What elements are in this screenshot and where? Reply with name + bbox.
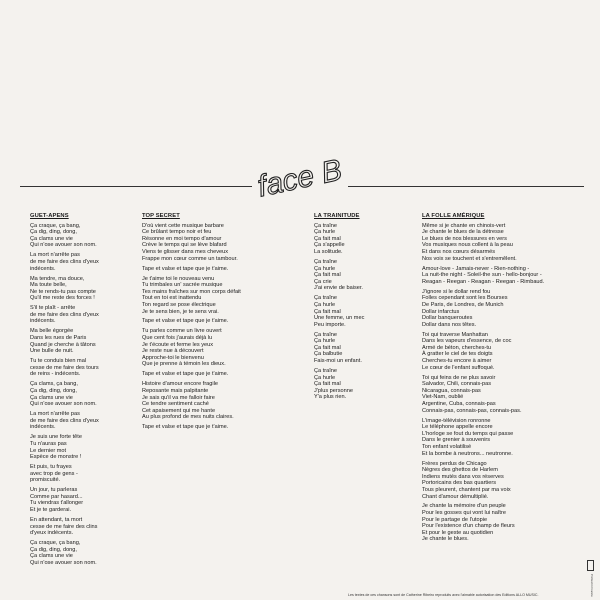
lyric-stanza: [422, 503, 572, 543]
lyric-line: Ça fait mal: [314, 272, 341, 279]
lyric-line: Cherches-tu encore à aimer: [422, 358, 492, 365]
lyric-line: Une bulle de nuit.: [30, 348, 74, 355]
lyric-line: Ça dig, ding, dong,: [30, 388, 77, 394]
header-rule-left: [20, 186, 252, 187]
lyric-line: Tes mains fraîches sur mon corps défait: [142, 288, 241, 295]
lyric-line: Ça clams une vie: [30, 553, 73, 560]
lyric-line: Je te sens bien, je te sens vrai.: [142, 308, 219, 315]
lyric-line: indécents.: [30, 424, 56, 431]
lyric-stanza: [30, 464, 130, 484]
lyric-line: Je suis une forte tête: [30, 434, 82, 441]
lyric-line: Un jour, tu parleras: [30, 487, 78, 494]
lyric-line: Dollar infarctus: [422, 308, 460, 315]
lyric-line: Dollar dans nos têtes.: [422, 321, 477, 328]
lyric-line: Quand je cherche à tâtons: [30, 341, 96, 348]
lyric-line: L'image-télévision ronronne: [422, 417, 491, 424]
lyric-line: Ça traîne: [314, 222, 338, 229]
lyric-stanza: [422, 375, 572, 415]
lyric-stanza: [142, 276, 292, 316]
lyric-stanza: [422, 332, 572, 372]
lyric-line: Je reste nue à découvert: [142, 348, 204, 355]
lyric-line: Ce tendre sentiment caché: [142, 401, 209, 408]
lyric-line: Et puis, tu frayes: [30, 464, 72, 471]
lyric-line: Ça dig, ding, dong,: [30, 546, 77, 553]
lyric-stanza: [30, 540, 130, 566]
lyric-line: Ça hurle: [314, 229, 336, 236]
lyric-stanza: [30, 328, 130, 354]
lyric-line: Tout en toi est inattendu: [142, 295, 202, 302]
lyric-line: Je chante la mémoire d'un peuple: [422, 503, 506, 510]
lyric-line: Je chante le blues de la détresse: [422, 229, 504, 236]
lyric-line: Ça traîne: [314, 331, 338, 338]
lyric-line: Ça hurle: [314, 265, 336, 272]
lyric-line: Ne te rends-tu pas compte: [30, 288, 96, 295]
lyric-line: La mort n'arrête pas: [30, 252, 80, 259]
lyric-stanza: [422, 418, 572, 458]
lyric-line: Ça hurle: [314, 338, 336, 345]
lyric-line: La mort n'arrête pas: [30, 411, 80, 418]
lyric-stanza: [142, 266, 292, 273]
lyric-line: Ça fait mal: [314, 308, 341, 315]
lyric-line: Ce brûlant tempo noir et feu: [142, 229, 212, 236]
lyric-stanza: [314, 295, 414, 328]
song-column-guet-apens: [30, 213, 130, 570]
lyric-line: L'horloge se fout du temps qui passe: [422, 430, 514, 437]
lyric-line: indécents.: [30, 265, 56, 272]
lyric-line: Ma tendre, ma douce,: [30, 275, 85, 282]
lyric-stanza: [142, 381, 292, 421]
lyric-line: Ma toute belle,: [30, 282, 67, 289]
lyric-line: Le dernier mot: [30, 447, 67, 454]
lyric-stanza: [30, 487, 130, 513]
lyric-line: Ça traîne: [314, 368, 338, 375]
lyric-line: de reins - indécents.: [30, 371, 81, 378]
lyric-line: À gratter le ciel de tes doigts: [422, 351, 493, 358]
lyric-line: Ça hurle: [314, 374, 336, 381]
lyric-stanza: [30, 358, 130, 378]
lyric-line: Le téléphone appelle encore: [422, 424, 493, 431]
lyric-line: Amour-love - Jamais-never - Rien-nothing -: [422, 265, 530, 272]
lyric-line: Approche-toi le bienvenu: [142, 354, 204, 361]
lyric-line: Toi qui feins de ne plus savoir: [422, 374, 496, 381]
lyric-stanza: [314, 259, 414, 292]
lyric-line: avec trop de gens -: [30, 470, 78, 477]
lyric-line: Que je prenne à témoin les dieux.: [142, 361, 226, 368]
face-b-title: [250, 152, 350, 202]
lyric-line: de me faire des clins d'yeux: [30, 311, 99, 318]
lyric-line: Ça fait mal: [314, 235, 341, 242]
lyric-stanza: [30, 252, 130, 272]
lyric-line: Frères perdus de Chicago: [422, 460, 487, 467]
lyric-stanza: [314, 223, 414, 256]
lyric-stanza: [422, 223, 572, 263]
lyric-line: Et pour le geste au quotidien: [422, 529, 494, 536]
lyric-line: Crève le temps qui se lève blafard: [142, 242, 227, 249]
lyric-line: Ça clams, ça bang,: [30, 381, 78, 388]
lyric-line: Indiens mutés dans vos réserves: [422, 473, 504, 480]
lyric-line: Ma belle égorgée: [30, 328, 74, 335]
lyric-line: La solitude.: [314, 248, 343, 255]
lyric-line: promiscuité.: [30, 477, 61, 484]
lyric-line: Tous pleurent, chantent par ma voix: [422, 486, 511, 493]
lyric-line: Nègres des ghettos de Harlem: [422, 467, 498, 474]
lyric-line: Le blues de nos blessures en vers: [422, 235, 507, 242]
lyric-line: Folles cependant sont les Bourses: [422, 295, 508, 302]
song-title: TOP SECRET: [142, 213, 180, 219]
lyric-stanza: [30, 434, 130, 460]
lyric-stanza: [142, 223, 292, 263]
lyric-line: Résonne en moi tempo d'amour: [142, 235, 222, 242]
lyric-line: Tape et valse et tape que je t'aime.: [142, 265, 229, 272]
lyric-line: Ça clams une vie: [30, 235, 73, 242]
lyric-line: Dans les vapeurs d'essence, de coc: [422, 338, 512, 345]
lyric-stanza: [314, 332, 414, 365]
lyric-line: Ça clams une vie: [30, 394, 73, 401]
lyric-line: Pour les gosses qui vont lui naître: [422, 510, 506, 517]
lyric-line: Ton enfant volatilisé: [422, 443, 472, 450]
lyric-line: Nicaragua, connais-pas: [422, 387, 481, 394]
lyric-line: Viet-Nam, oublié: [422, 394, 464, 401]
header-rule-right: [348, 186, 584, 187]
lyric-line: Pour le partage de l'utopie: [422, 516, 488, 523]
lyric-line: Fais-moi un enfant.: [314, 358, 362, 365]
lyric-line: Nos voix se touchent et s'entremêlent.: [422, 255, 517, 262]
lyric-stanza: [422, 266, 572, 286]
lyric-line: Dans les rues de Paris: [30, 335, 87, 342]
lyric-line: Histoire d'amour encore fragile: [142, 381, 218, 388]
lyric-line: indécents.: [30, 318, 56, 325]
lyric-stanza: [142, 328, 292, 368]
lyric-line: d'yeux indécents.: [30, 530, 74, 537]
lyric-stanza: [30, 276, 130, 302]
lyric-line: J'ai envie de baiser.: [314, 285, 363, 292]
lyric-line: Je sais qu'il va me falloir faire: [142, 394, 215, 401]
lyric-stanza: [422, 289, 572, 329]
lyric-stanza: [142, 371, 292, 378]
song-column-top-secret: [142, 213, 292, 434]
lyric-line: Dans le grenier à souvenirs: [422, 437, 491, 444]
lyric-line: Qu'il me reste des forces !: [30, 295, 95, 302]
lyric-stanza: [30, 411, 130, 431]
lyric-line: Le cœur de l'enfant suffoqué.: [422, 364, 495, 371]
lyric-stanza: [314, 368, 414, 401]
lyric-line: De Paris, de Londres, de Munich: [422, 301, 504, 308]
lyric-line: Ça traîne: [314, 295, 338, 302]
lyric-line: Je t'aime toi le nouveau venu: [142, 275, 215, 282]
lyric-line: Et dans nos cœurs désarmés: [422, 248, 496, 255]
lyric-line: Tu parles comme un livre ouvert: [142, 328, 222, 335]
lyric-stanza: [30, 305, 130, 325]
lyric-line: Y'a plus rien.: [314, 394, 347, 401]
lyric-line: Toi qui traverse Manhattan: [422, 331, 488, 338]
lyric-line: D'où vient cette musique barbare: [142, 222, 224, 229]
lyric-line: Tu trimbales un' sacrée musique: [142, 282, 223, 289]
lyric-line: Ça hurle: [314, 301, 336, 308]
lyric-line: J'plus personne: [314, 387, 354, 394]
lyric-line: Armé de béton, cherches-tu: [422, 344, 492, 351]
lyric-line: Reposante mais palpitante: [142, 388, 209, 394]
lyric-line: Et je te garderai.: [30, 507, 72, 514]
lyric-line: Espèce de monstre !: [30, 454, 82, 461]
lyric-line: Ça s'appelle: [314, 242, 345, 249]
lyric-line: Même si je chante en chinois-vert: [422, 222, 506, 229]
lyric-line: Je t'écoute et ferme les yeux: [142, 341, 214, 348]
lyric-line: de me faire des clins d'yeux: [30, 417, 99, 424]
lyric-line: Comme par hasard...: [30, 493, 83, 500]
lyric-line: Salvador, Chili, connais-pas: [422, 381, 492, 388]
lyric-line: Connais-pas, connais-pas, connais-pas.: [422, 407, 522, 414]
lyric-line: La nuit-the night - Soleil-the sun - hello-bonjour -: [422, 272, 542, 279]
lyric-line: Ton regard se pose électrique: [142, 301, 216, 308]
song-title: LA TRAINITUDE: [314, 213, 360, 219]
lyric-line: Reagan - Reegan - Reagan - Reegan - Rimbaud.: [422, 278, 545, 285]
lyric-line: Ça fait mal: [314, 381, 341, 388]
lyric-line: Et la bombe à neutrons... neutronne.: [422, 450, 513, 457]
lyric-line: Tape et valse et tape que je t'aime.: [142, 424, 229, 431]
lyric-stanza: [422, 461, 572, 501]
lyric-line: J'ignore si le dollar rend fou: [422, 288, 491, 295]
lyric-line: Que cent fois j'aurais déjà lu: [142, 335, 213, 342]
lyric-line: Tape et valse et tape que je t'aime.: [142, 371, 229, 378]
lyric-line: Ça traîne: [314, 258, 338, 265]
lyric-line: Dollar banqueroutes: [422, 315, 473, 322]
printed-in-badge: Printed in France: [590, 574, 594, 597]
lyric-line: Tu te conduis bien mal: [30, 358, 87, 365]
face-b-title-lettering: [250, 152, 350, 202]
lyric-stanza: [30, 517, 130, 537]
lyric-line: cesse de me faire des clins: [30, 523, 98, 530]
lyric-stanza: [30, 223, 130, 249]
lyric-line: Tape et valse et tape que je t'aime.: [142, 318, 229, 325]
lyric-line: Portoricains des bas quartiers: [422, 480, 496, 487]
lyric-line: Je chante le blues.: [422, 536, 469, 543]
lyric-line: Tu n'auras pas: [30, 440, 67, 447]
lyric-stanza: [142, 424, 292, 431]
lyric-line: S'il te plaît - arrête: [30, 305, 76, 312]
lyric-line: Peu importe.: [314, 321, 346, 328]
lyric-line: Frappe mon cœur comme un tambour.: [142, 255, 238, 262]
song-title: LA FOLLE AMÉRIQUE: [422, 213, 485, 219]
lyric-stanza: [142, 318, 292, 325]
lyric-line: Chant d'amour démultiplié.: [422, 493, 489, 500]
lyric-line: Vos musiques nous collent à la peau: [422, 242, 513, 249]
lyric-line: Qui n'ose avouer son nom.: [30, 401, 97, 408]
lyric-line: Argentine, Cuba, connais-pas: [422, 401, 496, 407]
lyric-line: Pour l'existence d'un champ de fleurs: [422, 523, 515, 530]
lyric-line: Ça dig, ding, dong,: [30, 229, 77, 236]
printer-logo: [587, 560, 594, 571]
lyric-line: Ça craque, ça bang,: [30, 222, 81, 229]
lyric-line: Viens te glisser dans mes cheveux: [142, 248, 229, 255]
lyric-line: cesse de me faire des tours: [30, 364, 99, 371]
lyric-line: Au plus profond de mes nuits claires.: [142, 414, 234, 421]
lyric-line: Ça craque, ça bang,: [30, 540, 81, 547]
song-column-la-folle-amerique: [422, 213, 572, 546]
lyric-line: Une femme, un mec: [314, 315, 365, 322]
credits-text: Les textes de ces chansons sont de Catherine Ribeiro reproduits avec l'aimable autorisation des Editions ALLO MUSIC.: [348, 593, 539, 597]
lyric-line: Ça crie: [314, 278, 332, 285]
lyric-line: En attendant, ta mort: [30, 517, 83, 524]
lyric-line: Qui n'ose avouer son nom.: [30, 560, 97, 566]
song-title: GUET-APENS: [30, 213, 69, 219]
lyric-line: Ça balbutie: [314, 351, 343, 358]
lyric-line: Tu viendras t'allonger: [30, 500, 84, 507]
lyric-line: Cet apaisement qui me hante: [142, 407, 216, 414]
lyric-stanza: [30, 381, 130, 407]
song-column-la-trainitude: [314, 213, 414, 404]
lyric-line: Qui n'ose avouer son nom.: [30, 242, 97, 249]
face-b-title-text: face B: [254, 153, 345, 202]
lyric-line: de me faire des clins d'yeux: [30, 258, 99, 265]
lyric-line: Ça fait mal: [314, 344, 341, 351]
